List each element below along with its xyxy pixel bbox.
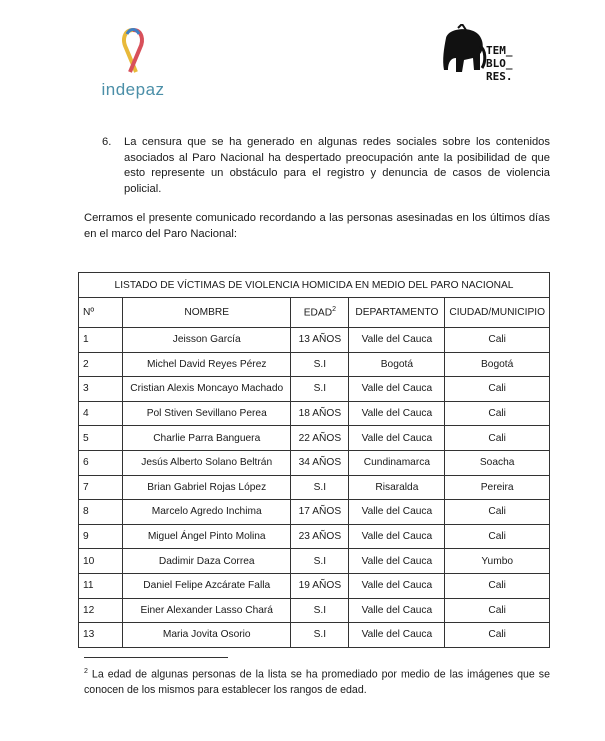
table-row: 3 Cristian Alexis Moncayo Machado S.I Valle del Cauca Cali — [79, 377, 550, 402]
footnote-divider — [84, 657, 228, 658]
table-row: 9 Miguel Ángel Pinto Molina 23 AÑOS Valle del Cauca Cali — [79, 524, 550, 549]
table-header-row — [79, 298, 550, 328]
indepaz-logo — [88, 26, 178, 100]
table-row: 11 Daniel Felipe Azcárate Falla 19 AÑOS Valle del Cauca Cali — [79, 573, 550, 598]
table-row: 13 Maria Jovita Osorio S.I Valle del Cauca Cali — [79, 623, 550, 648]
header-city: CIUDAD/MUNICIPIO — [445, 298, 550, 328]
closing-paragraph: Cerramos el presente comunicado recordando a las personas asesinadas en los últimos días en el marco del Paro Nacional: — [84, 212, 550, 240]
body-text — [84, 135, 550, 242]
table-row: 6 Jesús Alberto Solano Beltrán 34 AÑOS Cundinamarca Soacha — [79, 450, 550, 475]
table-row: 4 Pol Stiven Sevillano Perea 18 AÑOS Valle del Cauca Cali — [79, 401, 550, 426]
table-title-row — [79, 273, 550, 298]
table-row: 1 Jeisson García 13 AÑOS Valle del Cauca Cali — [79, 328, 550, 353]
table-row: 2 Michel David Reyes Pérez S.I Bogotá Bogotá — [79, 352, 550, 377]
elephant-icon — [440, 24, 488, 86]
header-dept: DEPARTAMENTO — [349, 298, 445, 328]
table-row: 8 Marcelo Agredo Inchima 17 AÑOS Valle del Cauca Cali — [79, 500, 550, 525]
table-row: 7 Brian Gabriel Rojas López S.I Risaralda Pereira — [79, 475, 550, 500]
temblores-logo — [440, 24, 540, 94]
victims-table — [78, 272, 550, 648]
header-name: NOMBRE — [123, 298, 291, 328]
item-text: La censura que se ha generado en algunas redes sociales sobre los contenidos asociados al Paro Nacional ha despertado preocupación ante la posibilidad de que esto represente un obstáculo para el registro y denuncia de casos de violencia policial. — [124, 136, 550, 195]
indepaz-logo-text: indepaz — [101, 80, 165, 99]
item-number: 6. — [102, 136, 112, 148]
footnote-text: La edad de algunas personas de la lista se ha promediado por medio de las imágenes que se conocen de los mismos para establecer los rangos de edad. — [84, 668, 550, 696]
list-item-6 — [84, 135, 550, 197]
footnote-marker: 2 — [84, 668, 88, 675]
ribbon-icon — [116, 26, 150, 78]
temblores-logo-text: TEM_ BLO_ RES. — [486, 44, 513, 83]
table-row: 10 Dadimir Daza Correa S.I Valle del Cauca Yumbo — [79, 549, 550, 574]
table-title: LISTADO DE VÍCTIMAS DE VIOLENCIA HOMICIDA EN MEDIO DEL PARO NACIONAL — [79, 273, 550, 298]
header-num: Nº — [79, 298, 123, 328]
table-row: 5 Charlie Parra Banguera 22 AÑOS Valle del Cauca Cali — [79, 426, 550, 451]
header-age: EDAD$^2$ — [291, 298, 349, 328]
footnote — [84, 664, 550, 698]
table-row: 12 Einer Alexander Lasso Chará S.I Valle del Cauca Cali — [79, 598, 550, 623]
